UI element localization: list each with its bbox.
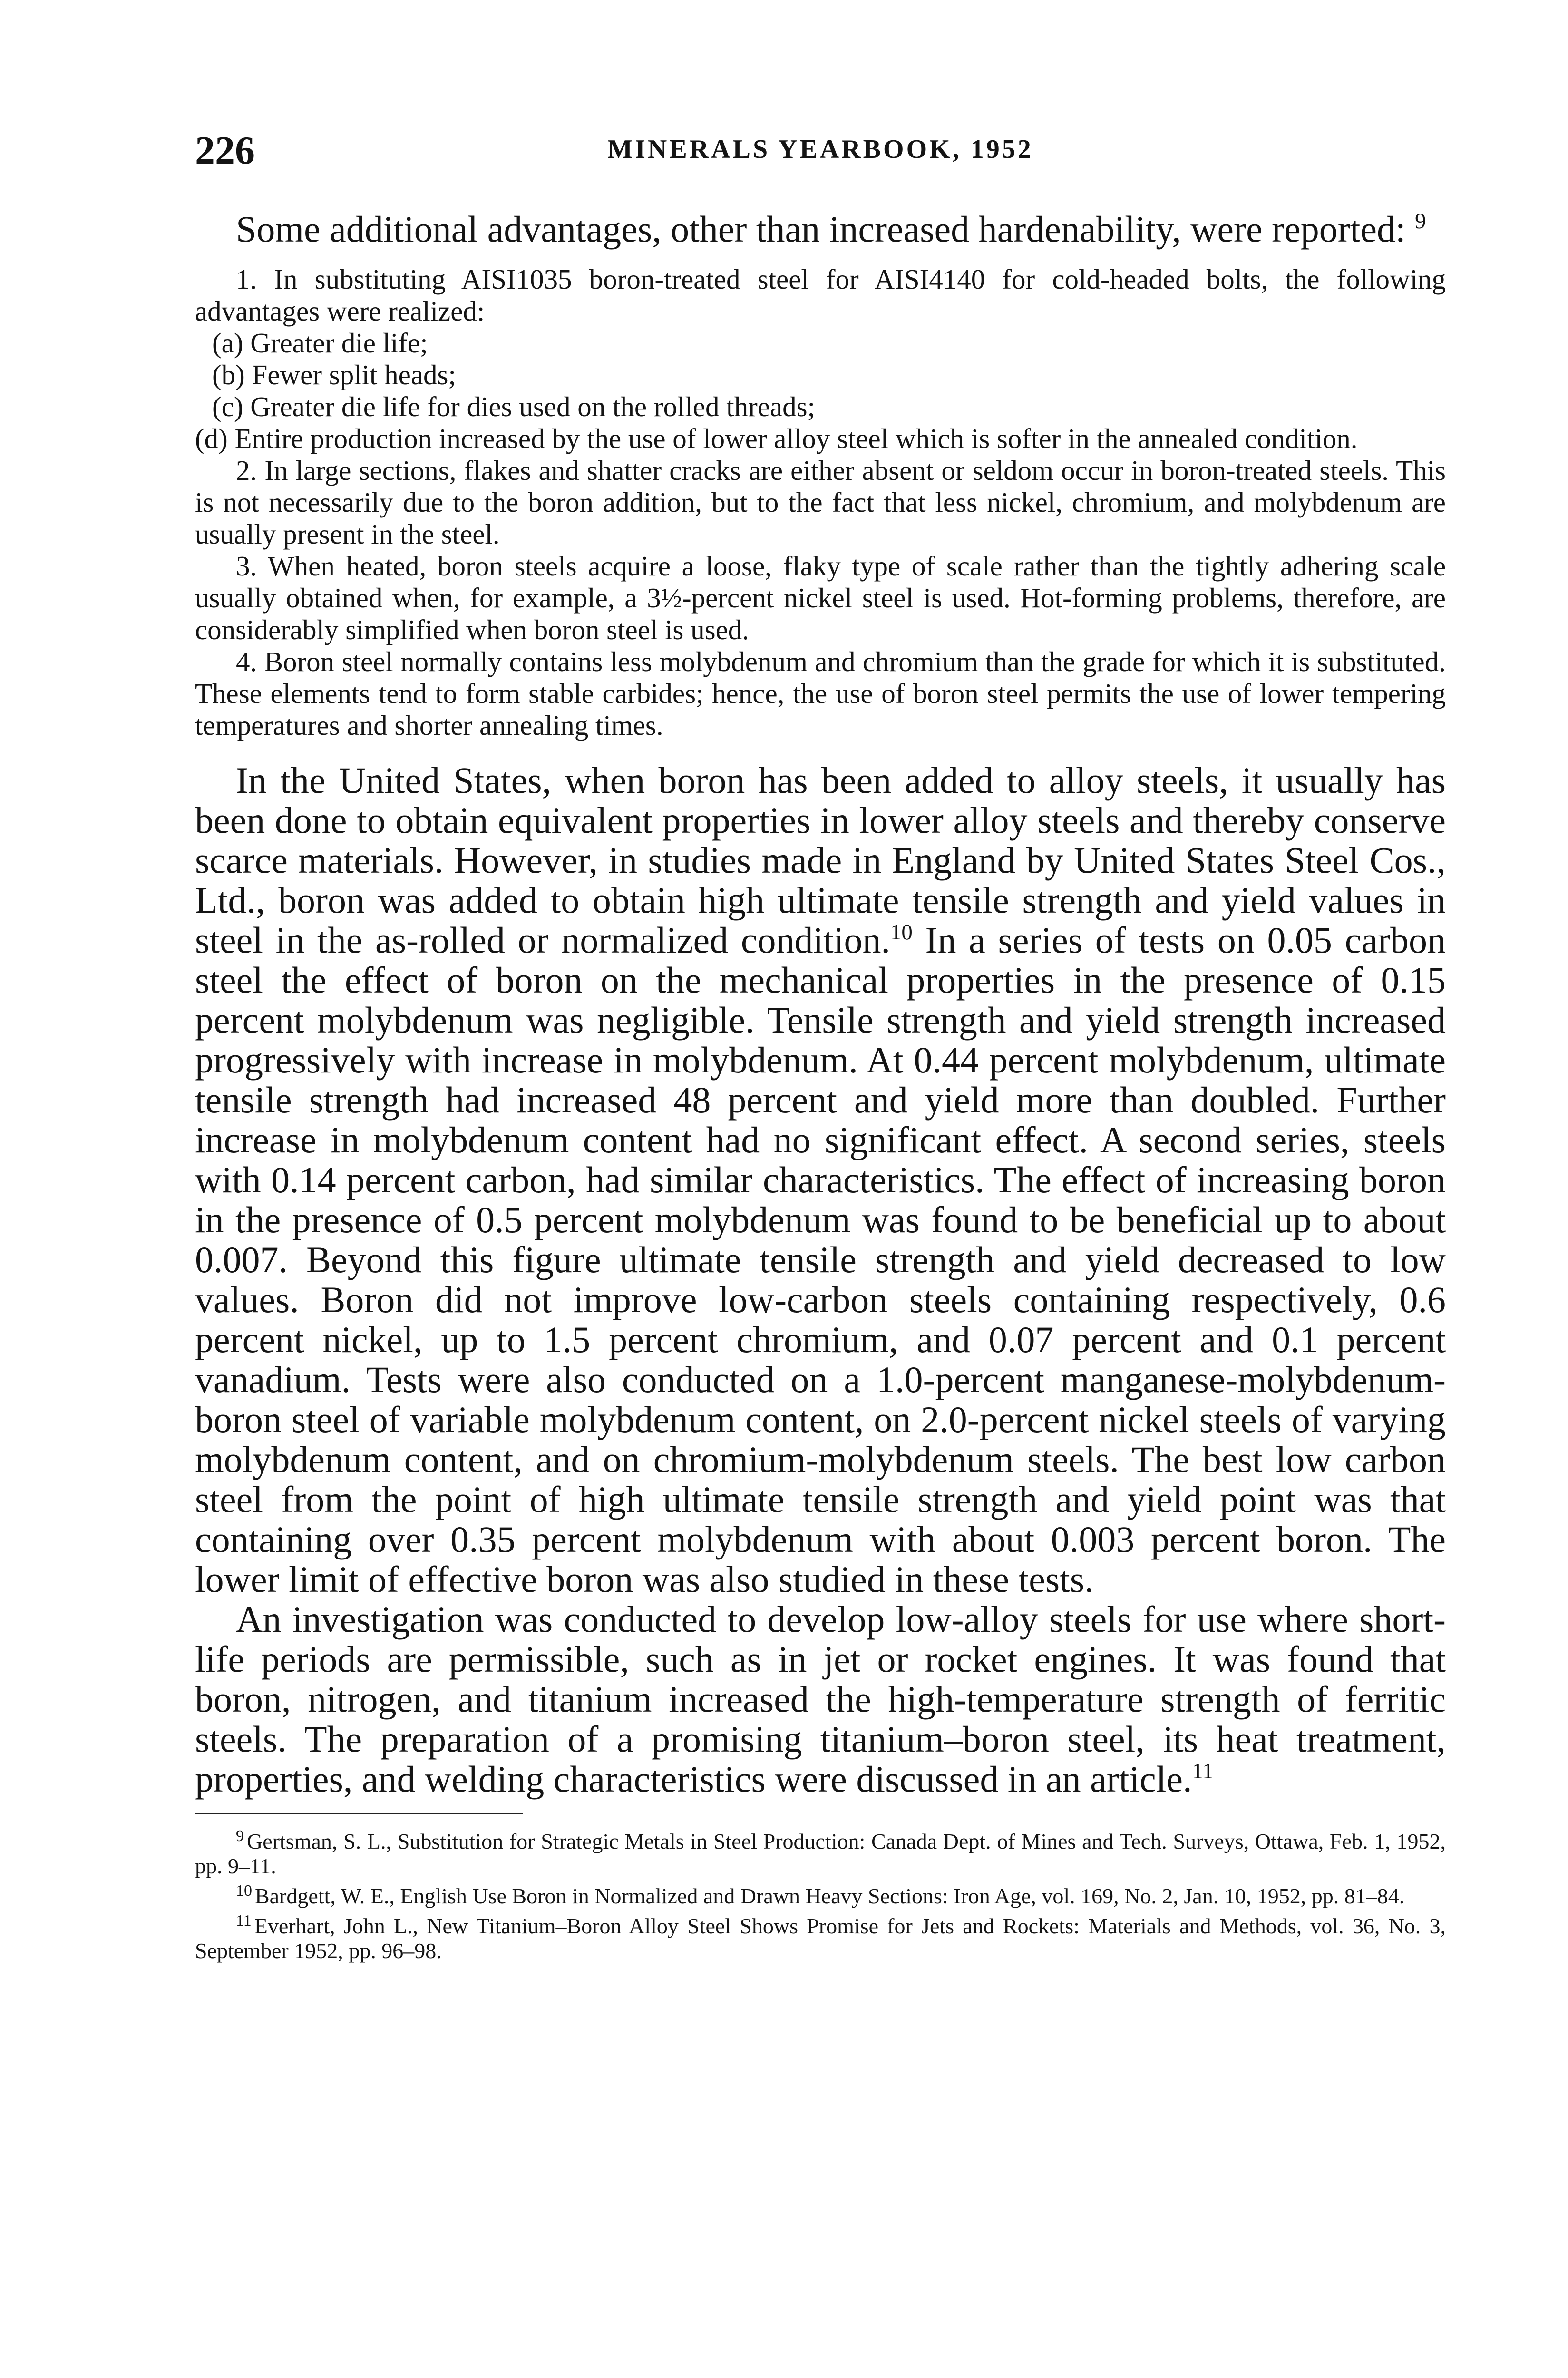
subitem-letter: (b) (212, 359, 245, 390)
advantages-list (195, 263, 1446, 741)
us-boron-paragraph (195, 760, 1446, 1599)
footnotes (195, 1824, 1446, 1963)
jet-steel-paragraph (195, 1599, 1446, 1799)
footnote-ref-9: 9 (1415, 208, 1426, 234)
intro-paragraph (195, 209, 1446, 249)
subitem-text: Entire production increased by the use of lower alloy steel which is softer in the annealed condition. (234, 423, 1358, 454)
advantage-item-2: 2. In large sections, flakes and shatter cracks are either absent or seldom occur in boron-treated steels. This is not necessarily due to the boron addition, but to the fact that less nickel, chromium, and molybdenum are usually present in the steel. (195, 455, 1446, 550)
page-number: 226 (195, 128, 255, 173)
advantage-subitem-b (195, 359, 1446, 391)
subitem-text: Greater die life; (250, 327, 428, 359)
subitem-text: Greater die life for dies used on the rolled threads; (250, 391, 815, 422)
footnote-9 (195, 1824, 1446, 1879)
footnote-number: 11 (236, 1912, 252, 1930)
intro-text: Some additional advantages, other than increased hardenability, were reported: (236, 208, 1406, 250)
footnote-ref-11: 11 (1192, 1758, 1214, 1784)
page-header (195, 127, 1446, 180)
footnote-text: Bardgett, W. E., English Use Boron in Normalized and Drawn Heavy Sections: Iron Age, vol. 169, No. 2, Jan. 10, 1952, pp. 81–84. (255, 1884, 1405, 1908)
footnote-rule (195, 1813, 523, 1814)
subitem-letter: (d) (195, 423, 228, 454)
advantage-subitem-a (195, 327, 1446, 359)
subitem-letter: (a) (212, 327, 243, 359)
subitem-letter: (c) (212, 391, 243, 422)
running-head: MINERALS YEARBOOK, 1952 (607, 135, 1033, 164)
footnote-10 (195, 1879, 1446, 1909)
us-paragraph-part2: In a series of tests on 0.05 carbon steel the effect of boron on the mechanical properties in the presence of 0.15 percent molybdenum was negligible. Tensile strength and yield strength increased progressively with increase in molybdenum. At 0.44 percent molybdenum, ultimate tensile strength had increased 48 percent and yield more than doubled. Further increase in molybdenum content had no significant effect. A second series, steels with 0.14 percent carbon, had similar characteristics. The effect of increasing boron in the presence of 0.5 percent molybdenum was found to be beneficial up to about 0.007. Beyond this figure ultimate tensile strength and yield decreased to low values. Boron did not improve low-carbon steels containing respectively, 0.6 percent nickel, up to 1.5 percent chromium, and 0.07 percent and 0.1 percent vanadium. Tests were also conducted on a 1.0-percent manganese-molybdenum-boron steel of variable molybdenum content, on 2.0-percent nickel steels of varying molybdenum content, and on chromium-molybdenum steels. The best low carbon steel from the point of high ultimate tensile strength and yield point was that containing over 0.35 percent molybdenum with about 0.003 percent boron. The lower limit of effective boron was also studied in these tests. (195, 919, 1446, 1600)
advantage-subitem-c (195, 391, 1446, 423)
advantage-item-1: 1. In substituting AISI1035 boron-treated steel for AISI4140 for cold-headed bolts, the following advantages were realized: (195, 263, 1446, 327)
footnote-11 (195, 1909, 1446, 1963)
advantage-item-4: 4. Boron steel normally contains less molybdenum and chromium than the grade for which it is substituted. These elements tend to form stable carbides; hence, the use of boron steel permits the use of lower tempering temperatures and shorter annealing times. (195, 646, 1446, 741)
jet-paragraph-text: An investigation was conducted to develop low-alloy steels for use where short-life periods are permissible, such as in jet or rocket engines. It was found that boron, nitrogen, and titanium increased the high-temperature strength of ferritic steels. The preparation of a promising titanium–boron steel, its heat treatment, properties, and welding characteristics were discussed in an article. (195, 1598, 1446, 1800)
footnote-number: 9 (236, 1827, 244, 1845)
us-paragraph-part1: In the United States, when boron has been added to alloy steels, it usually has been done to obtain equivalent properties in lower alloy steels and thereby conserve scarce materials. However, in studies made in England by United States Steel Cos., Ltd., boron was added to obtain high ultimate tensile strength and yield values in steel in the as-rolled or normalized condition. (195, 760, 1446, 961)
footnote-text: Everhart, John L., New Titanium–Boron Alloy Steel Shows Promise for Jets and Rockets: Materials and Methods, vol. 36, No. 3, September 1952, pp. 96–98. (195, 1914, 1446, 1963)
footnote-number: 10 (236, 1882, 252, 1900)
subitem-text: Fewer split heads; (252, 359, 456, 390)
footnote-text: Gertsman, S. L., Substitution for Strategic Metals in Steel Production: Canada Dept. of Mines and Tech. Surveys, Ottawa, Feb. 1, 1952, pp. 9–11. (195, 1829, 1446, 1878)
footnote-ref-10: 10 (890, 919, 913, 945)
advantage-subitem-d (195, 423, 1446, 455)
advantage-item-3: 3. When heated, boron steels acquire a loose, flaky type of scale rather than the tightly adhering scale usually obtained when, for example, a 3½-percent nickel steel is used. Hot-forming problems, therefore, are considerably simplified when boron steel is used. (195, 550, 1446, 645)
page-body (195, 209, 1446, 1963)
